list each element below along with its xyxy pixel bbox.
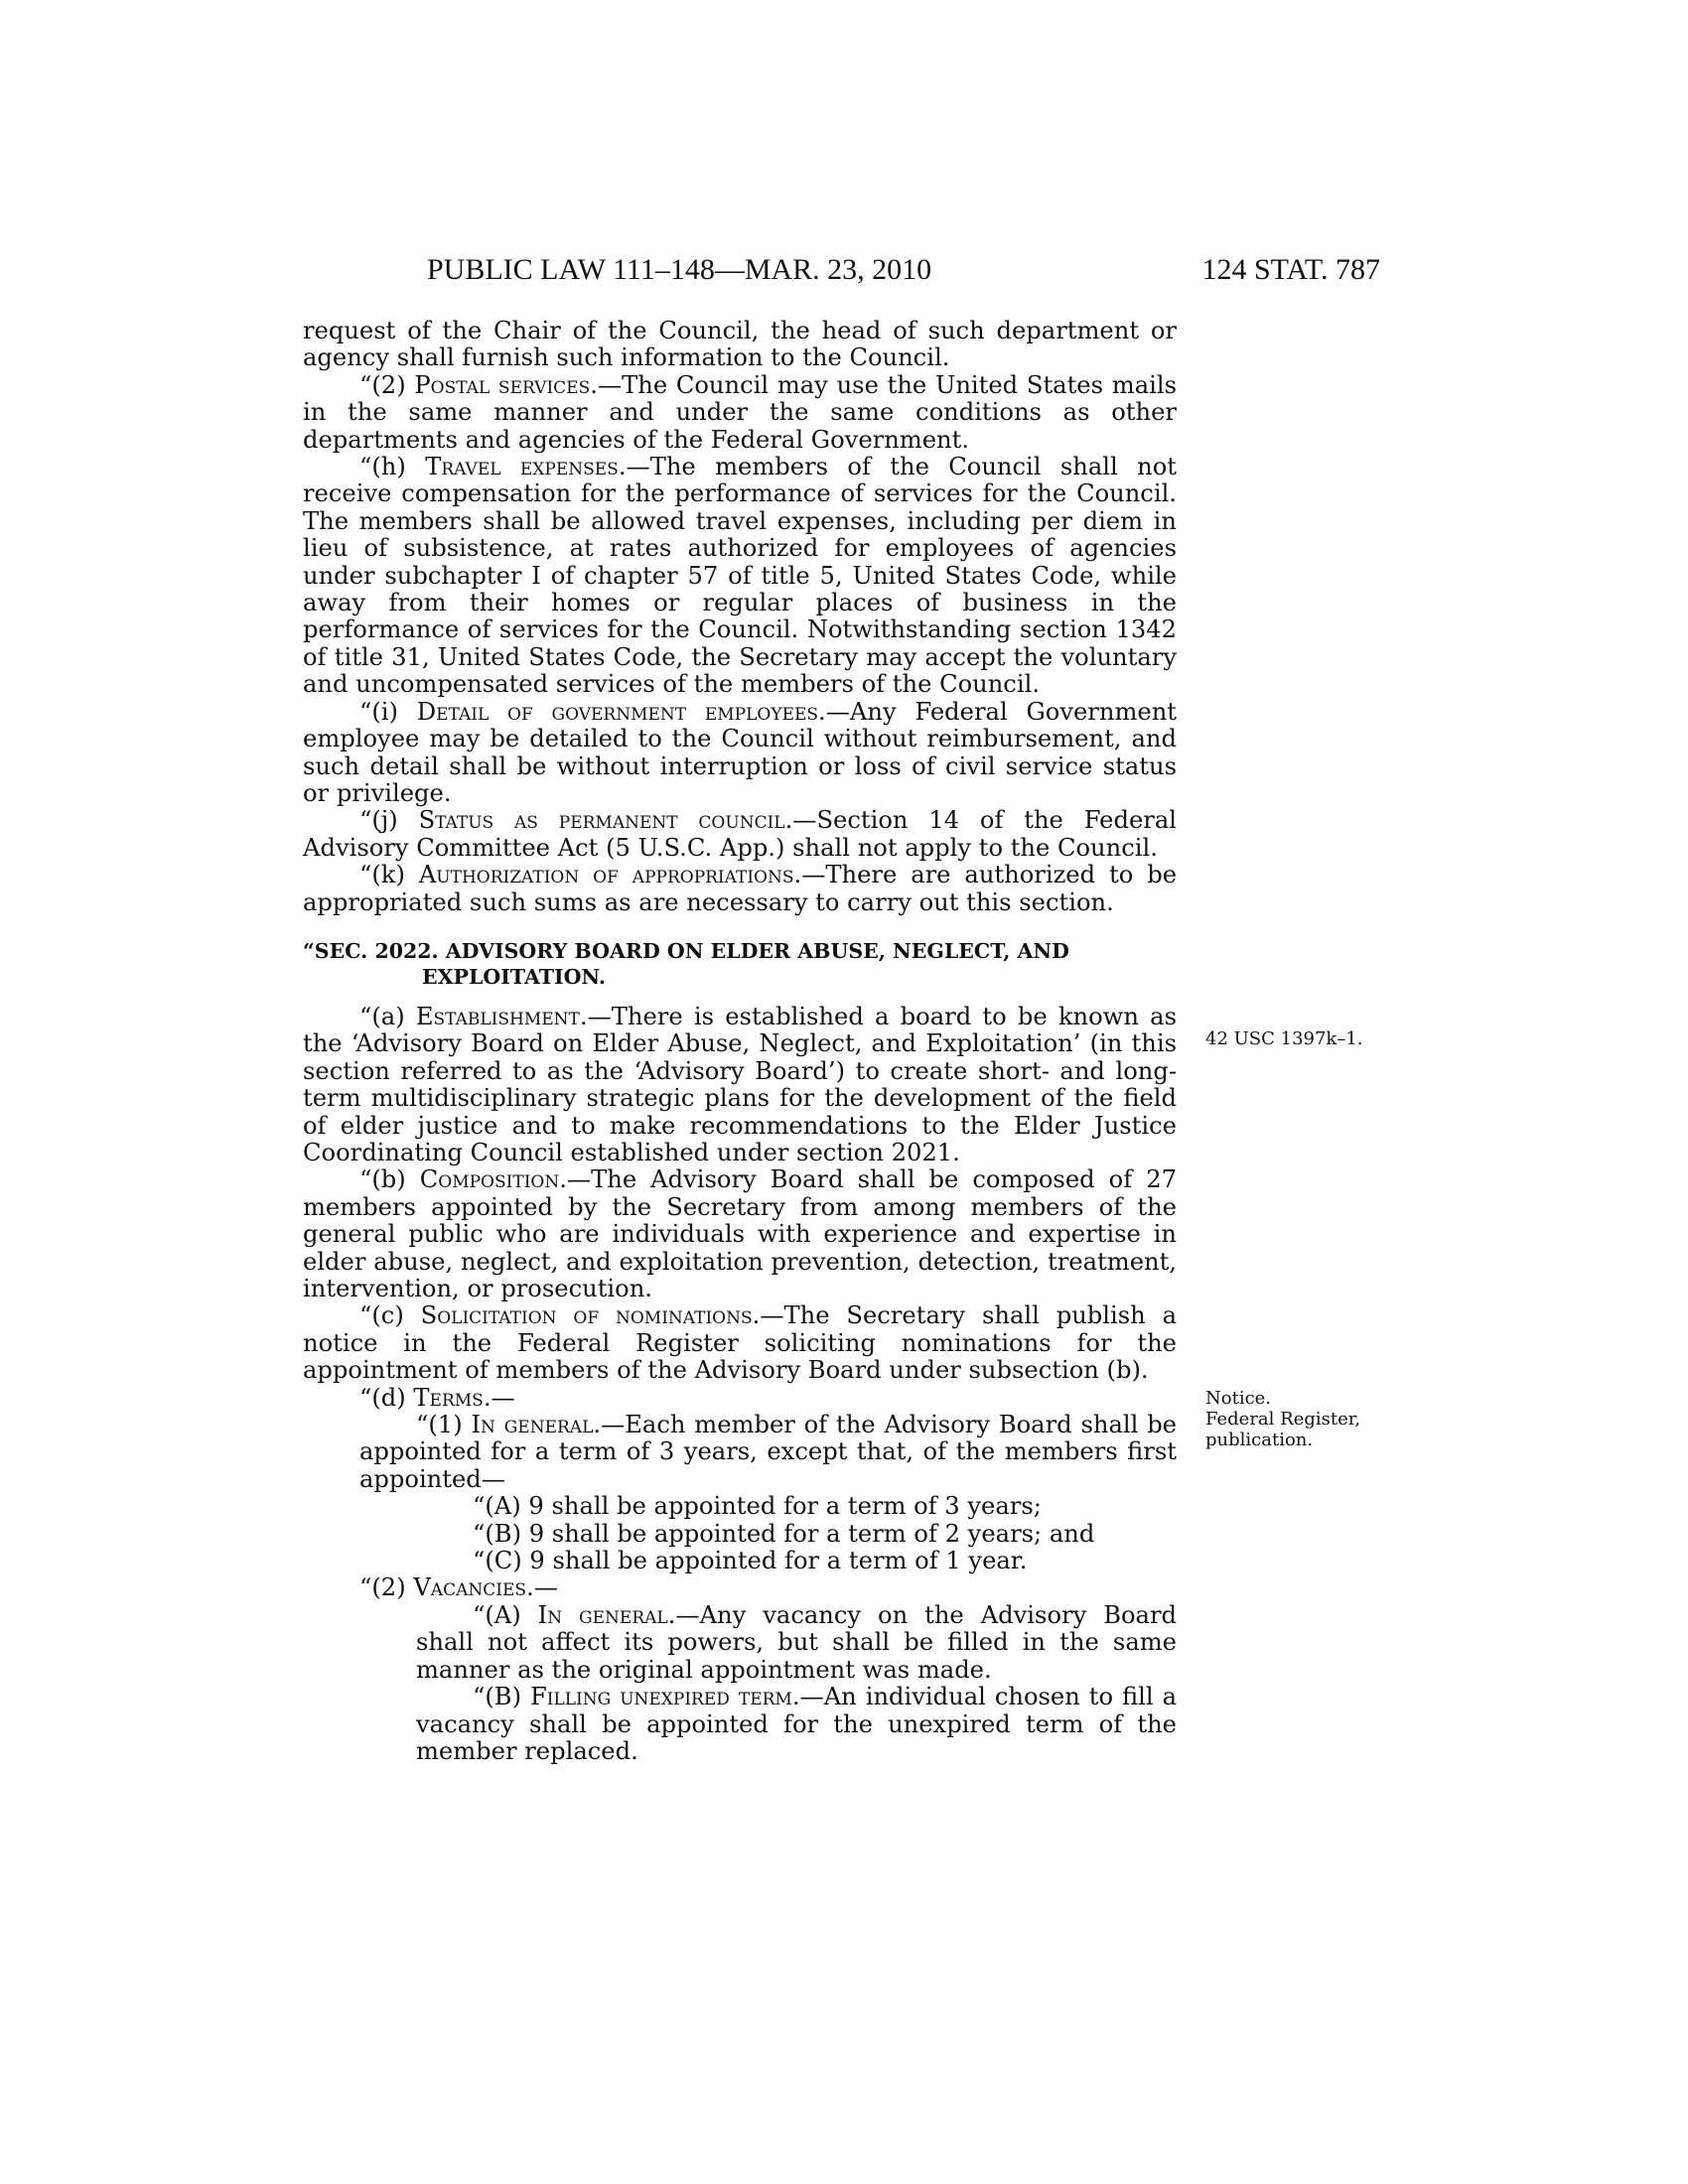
header-title: PUBLIC LAW 111–148—MAR. 23, 2010: [427, 253, 932, 286]
paragraph-vacancies-in-general: “(A) In general.—Any vacancy on the Advisory Board shall not affect its powers, but shall be filled in the same manner as the original appointment was made.: [416, 1600, 1177, 1684]
paragraph-postal-services: “(2) Postal services.—The Council may use the United States mails in the same manner and under the same conditions as other departments and agencies of the Federal Government.: [303, 370, 1178, 454]
document-body: [303, 318, 1177, 1765]
margin-note-usc: 42 USC 1397k–1.: [1205, 1028, 1363, 1049]
section-heading: “SEC. 2022. ADVISORY BOARD ON ELDER ABUSE, NEGLECT, AND EXPLOITATION.: [303, 938, 1069, 989]
paragraph-establishment: “(a) Establishment.—There is established a board to be known as the ‘Advisory Board on Elder Abuse, Neglect, and Exploitation’ (in this section referred to as the ‘Advisory Board’) to create short- and long-term multidisciplinary strategic plans for the development of the field of elder justice and to make recommendations to the Elder Justice Coordinating Council established under section 2021.: [303, 1002, 1177, 1166]
paragraph-solicitation: “(c) Solicitation of nominations.—The Secretary shall publish a notice in the Federal Register soliciting nominations for the appointment of members of the Advisory Board under subsection (b).: [303, 1301, 1177, 1385]
list-item: “(C) 9 shall be appointed for a term of 1 year.: [473, 1547, 1028, 1575]
paragraph-terms-in-general: “(1) In general.—Each member of the Advisory Board shall be appointed for a term of 3 years, except that, of the members first appointed—: [359, 1411, 1177, 1493]
paragraph-travel-expenses: “(h) Travel expenses.—The members of the Council shall not receive compensation for the performance of services for the Council. The members shall be allowed travel expenses, including per diem in lieu of subsistence, at rates authorized for employees of agencies under subchapter I of chapter 57 of title 5, United States Code, while away from their homes or regular places of business in the performance of services for the Council. Notwithstanding section 1342 of title 31, United States Code, the Secretary may accept the voluntary and uncompensated services of the members of the Council.: [303, 453, 1177, 699]
paragraph-terms: “(d) Terms.—: [359, 1383, 515, 1412]
header-page-number: 124 STAT. 787: [1201, 253, 1380, 286]
paragraph-vacancies: “(2) Vacancies.—: [359, 1573, 558, 1602]
list-item: “(A) 9 shall be appointed for a term of 3 years;: [473, 1492, 1042, 1521]
paragraph: request of the Chair of the Council, the head of such department or agency shall furnish such information to the Council.: [303, 317, 1177, 372]
margin-note-notice: Notice. Federal Register, publication.: [1205, 1388, 1361, 1450]
paragraph-composition: “(b) Composition.—The Advisory Board shall be composed of 27 members appointed by the Secretary from among members of the general public who are individuals with experience and expertise in elder abuse, neglect, and exploitation prevention, detection, treatment, intervention, or prosecution.: [303, 1165, 1177, 1302]
paragraph-filling-unexpired-term: “(B) Filling unexpired term.—An individual chosen to fill a vacancy shall be appointed for the unexpired term of the member replaced.: [416, 1683, 1178, 1765]
paragraph-detail-of-employees: “(i) Detail of government employees.—Any Federal Government employee may be detailed to the Council without reimbursement, and such detail shall be without interruption or loss of civil service status or privilege.: [303, 697, 1177, 807]
running-header: [298, 250, 1380, 290]
paragraph-authorization: “(k) Authorization of appropriations.—There are authorized to be appropriated such sums as are necessary to carry out this section.: [303, 861, 1178, 916]
list-item: “(B) 9 shall be appointed for a term of 2 years; and: [473, 1519, 1095, 1548]
paragraph-status-permanent: “(j) Status as permanent council.—Section 14 of the Federal Advisory Committee Act (5 U.S.C. App.) shall not apply to the Council.: [303, 806, 1177, 862]
